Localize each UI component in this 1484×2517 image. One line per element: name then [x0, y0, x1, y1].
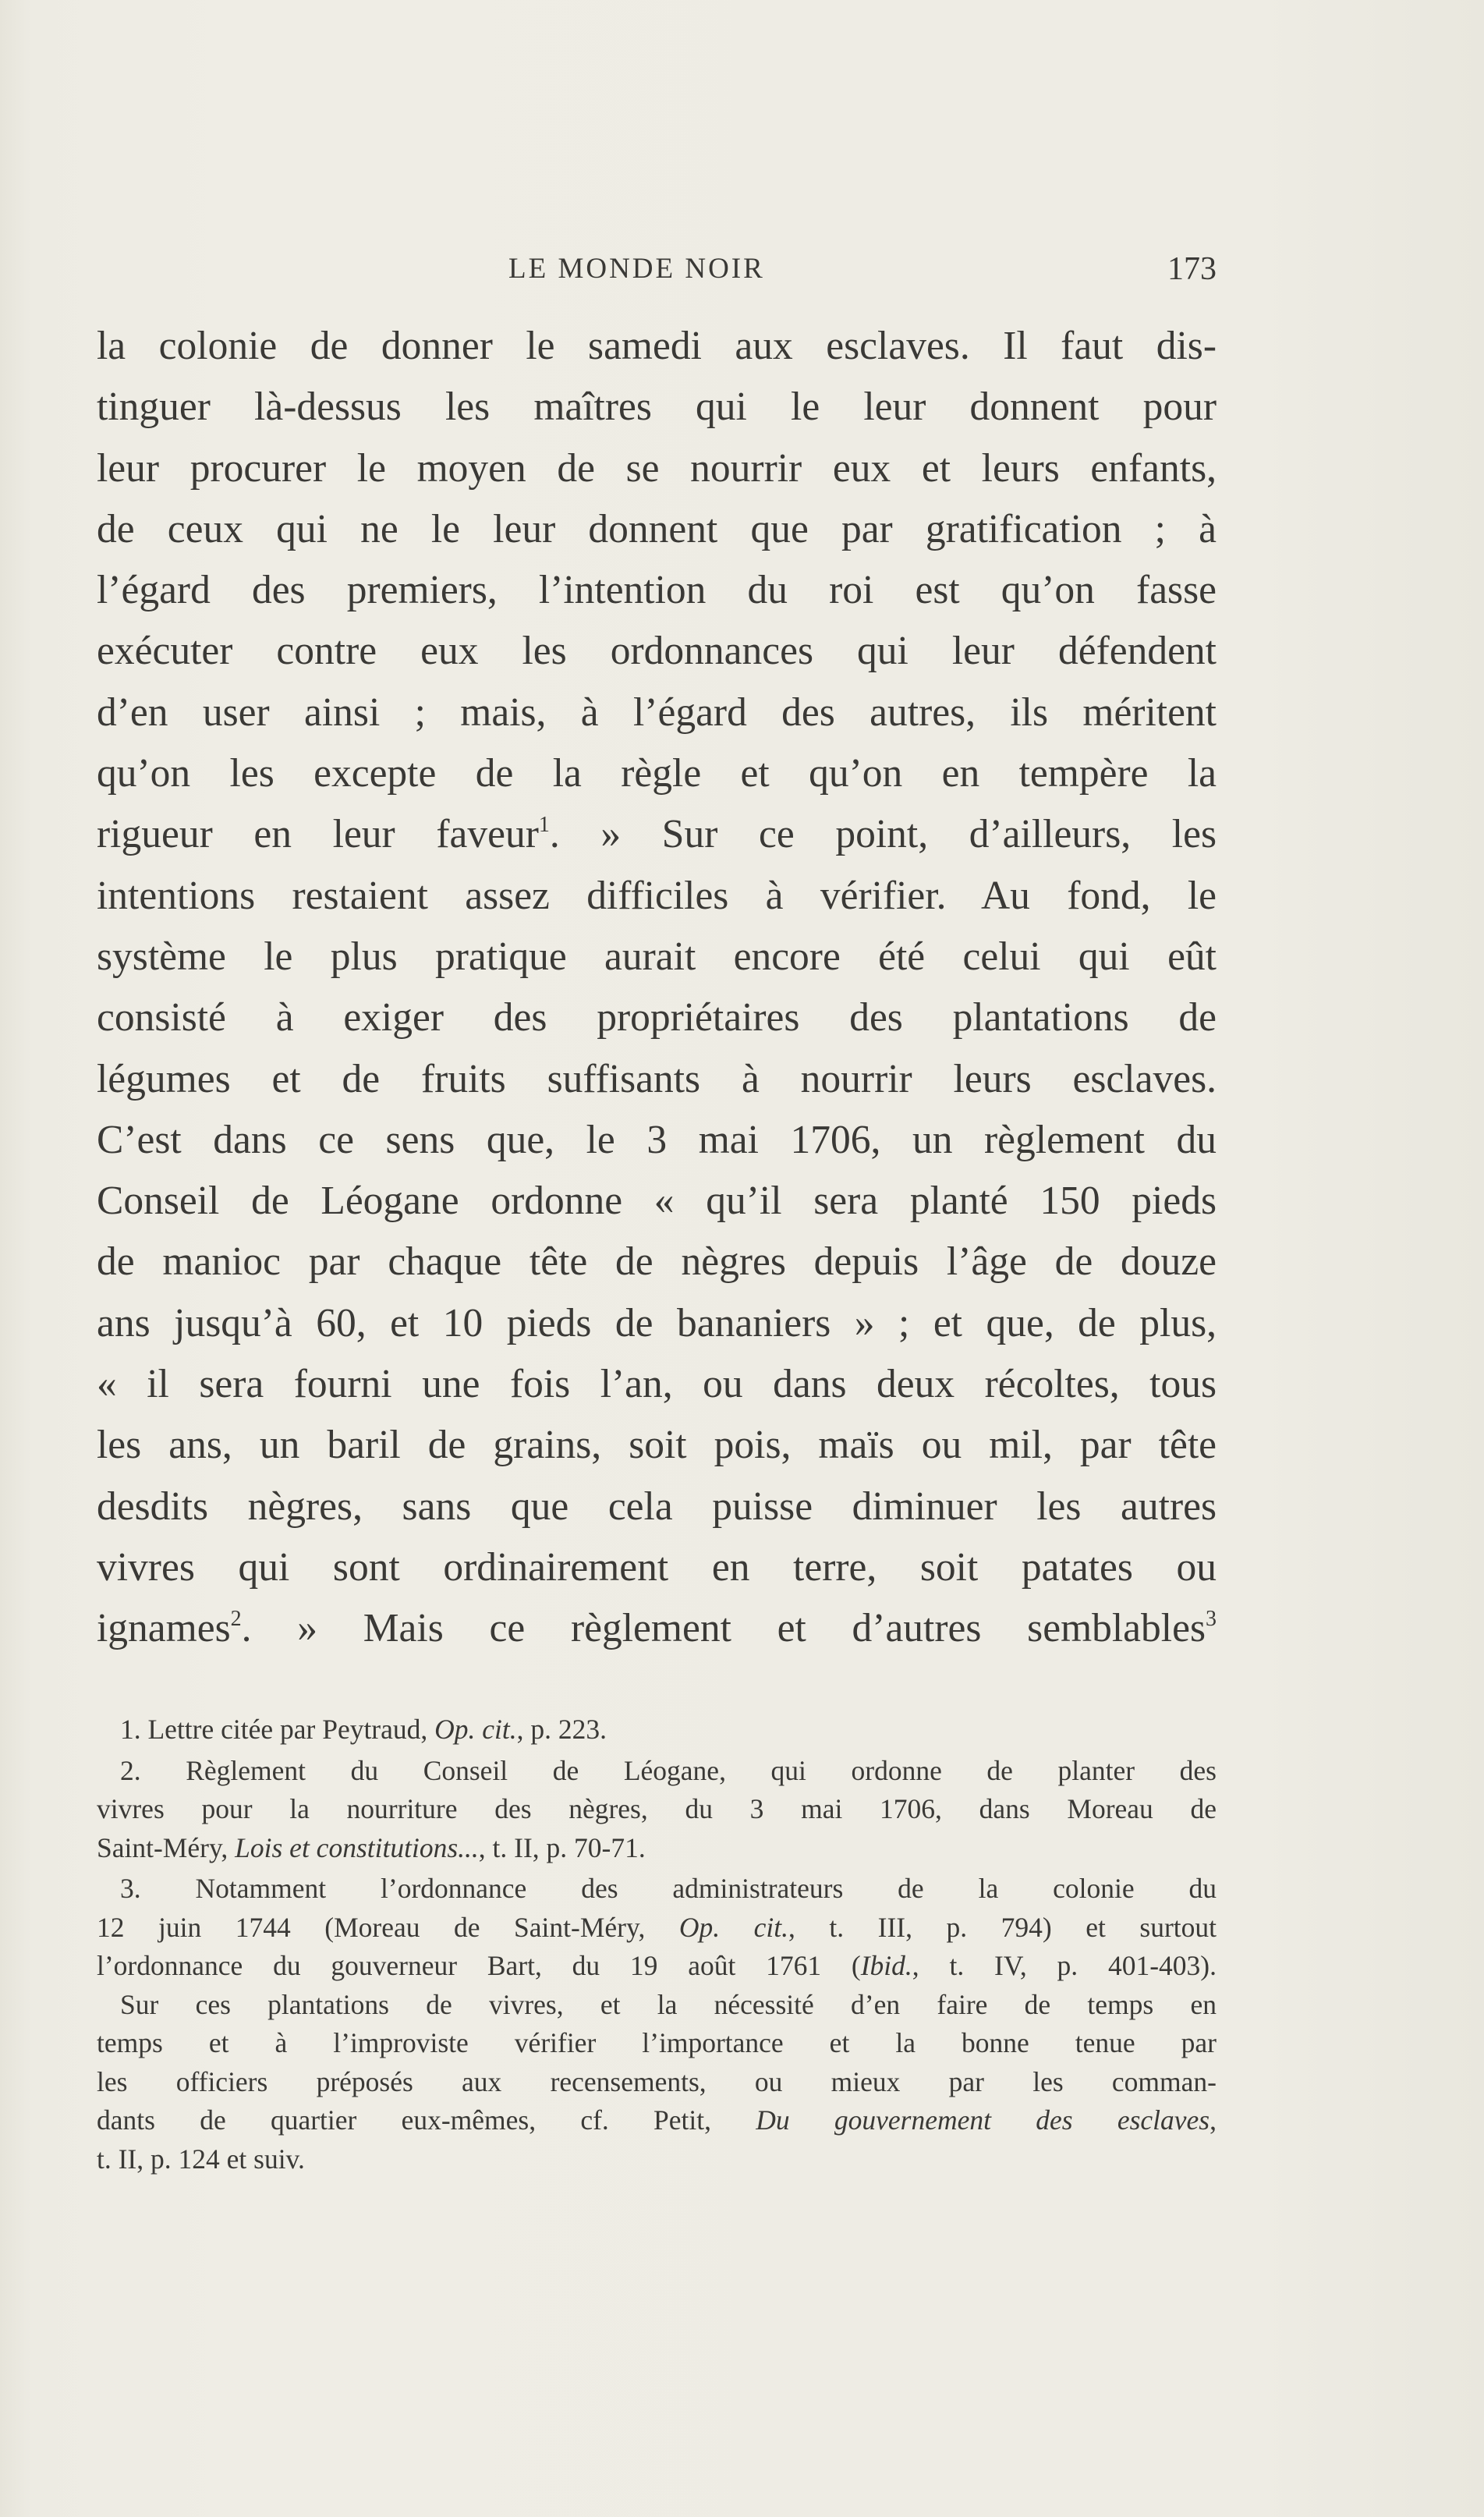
page-number: 173 — [1167, 251, 1217, 287]
footnote-text: , p. 223. — [516, 1714, 607, 1745]
footnote-italic: Op. cit. — [434, 1714, 517, 1745]
footnote-2-line: vivres pour la nourriture des nègres, du 3 mai 1706, dans Moreau de — [97, 1793, 1217, 1824]
footnote-italic: Op. cit. — [678, 1911, 788, 1943]
text-line: desdits nègres, sans que cela puisse diminuer les autres — [97, 1484, 1217, 1529]
text-line: C’est dans ce sens que, le 3 mai 1706, un règlement du — [97, 1117, 1217, 1162]
footnote-text: , t. IV, p. 401-403). — [912, 1950, 1217, 1981]
footnote-text: 1. Lettre citée par Peytraud, — [120, 1714, 435, 1745]
footnote-3-line: 3. Notamment l’ordonnance des administrateurs de la colonie du — [120, 1873, 1217, 1904]
footnote-3-line: temps et à l’improviste vérifier l’importance et la bonne tenue par — [97, 2027, 1217, 2058]
footnote-text: dants de quartier eux-mêmes, cf. Petit, — [97, 2104, 756, 2136]
footnote-text: , t. III, p. 794) et surtout — [788, 1911, 1217, 1943]
footnote-3-line — [97, 1947, 1217, 1986]
text-line: leur procurer le moyen de se nourrir eux et leurs enfants, — [97, 445, 1217, 491]
text-line: de ceux qui ne le leur donnent que par gratification ; à — [97, 506, 1217, 551]
footnote-3-line — [97, 2101, 1217, 2140]
page-header — [97, 246, 1217, 292]
text-line: l’égard des premiers, l’intention du roi est qu’on fasse — [97, 568, 1217, 613]
text-line: système le plus pratique aurait encore été celui qui eût — [97, 934, 1217, 979]
footnote-text: l’ordonnance du gouverneur Bart, du 19 août 1761 ( — [97, 1950, 861, 1981]
text-line: vivres qui sont ordinairement en terre, soit patates ou — [97, 1544, 1217, 1590]
note-reference[interactable]: 3 — [1206, 1607, 1217, 1632]
footnote-2-line: 2. Règlement du Conseil de Léogane, qui ordonne de planter des — [120, 1754, 1217, 1786]
text-line: de manioc par chaque tête de nègres depuis l’âge de douze — [97, 1239, 1217, 1285]
text-line: Conseil de Léogane ordonne « qu’il sera planté 150 pieds — [97, 1179, 1217, 1224]
text-segment: rigueur en leur faveur — [97, 812, 539, 857]
footnote-italic: Ibid. — [860, 1950, 912, 1981]
text-segment: ignames — [97, 1606, 231, 1651]
footnote-italic: Du gouvernement des esclaves — [756, 2104, 1210, 2136]
footnote-3-line: les officiers préposés aux recensements, ou mieux par les comman- — [97, 2065, 1217, 2097]
text-line: la colonie de donner le samedi aux esclaves. Il faut dis- — [97, 324, 1217, 368]
footnote-text: Saint-Méry, — [97, 1831, 236, 1863]
body-text — [97, 316, 1217, 1660]
footnote-text: , t. II, p. 70-71. — [478, 1831, 646, 1863]
footnote-3-line — [97, 1909, 1217, 1948]
text-segment: . » Mais ce règlement et d’autres semblables — [241, 1606, 1206, 1651]
footnote-text: 12 juin 1744 (Moreau de Saint-Méry, — [97, 1911, 679, 1943]
text-line: intentions restaient assez difficiles à vérifier. Au fond, le — [97, 873, 1217, 918]
text-line: d’en user ainsi ; mais, à l’égard des autres, ils méritent — [97, 690, 1217, 735]
note-reference[interactable]: 2 — [230, 1607, 242, 1632]
text-line: ans jusqu’à 60, et 10 pieds de bananiers » ; et que, de plus, — [97, 1300, 1217, 1345]
text-line: « il sera fourni une fois l’an, ou dans deux récoltes, tous — [97, 1362, 1217, 1407]
footnote-text: , — [1210, 2104, 1217, 2136]
text-line — [97, 1598, 1217, 1659]
footnotes — [97, 1710, 1217, 2178]
footnote-2-line — [97, 1829, 1217, 1868]
text-line: tinguer là-dessus les maîtres qui le leur donnent pour — [97, 385, 1217, 430]
text-line: légumes et de fruits suffisants à nourrir leurs esclaves. — [97, 1056, 1217, 1101]
footnote-italic: Lois et constitutions... — [235, 1831, 479, 1863]
footnote-3-line: Sur ces plantations de vivres, et la nécessité d’en faire de temps en — [120, 1988, 1217, 2020]
text-line: exécuter contre eux les ordonnances qui leur défendent — [97, 629, 1217, 674]
text-line: consisté à exiger des propriétaires des plantations de — [97, 995, 1217, 1040]
text-line: les ans, un baril de grains, soit pois, maïs ou mil, par tête — [97, 1423, 1217, 1468]
running-head: LE MONDE NOIR — [508, 253, 765, 285]
footnote-3-line: t. II, p. 124 et suiv. — [97, 2143, 305, 2175]
note-reference[interactable]: 1 — [538, 813, 550, 838]
text-line: qu’on les excepte de la règle et qu’on en tempère la — [97, 751, 1217, 796]
footnote-1 — [97, 1710, 1217, 1749]
text-segment: . » Sur ce point, d’ailleurs, les — [549, 812, 1217, 857]
text-line — [97, 804, 1217, 865]
